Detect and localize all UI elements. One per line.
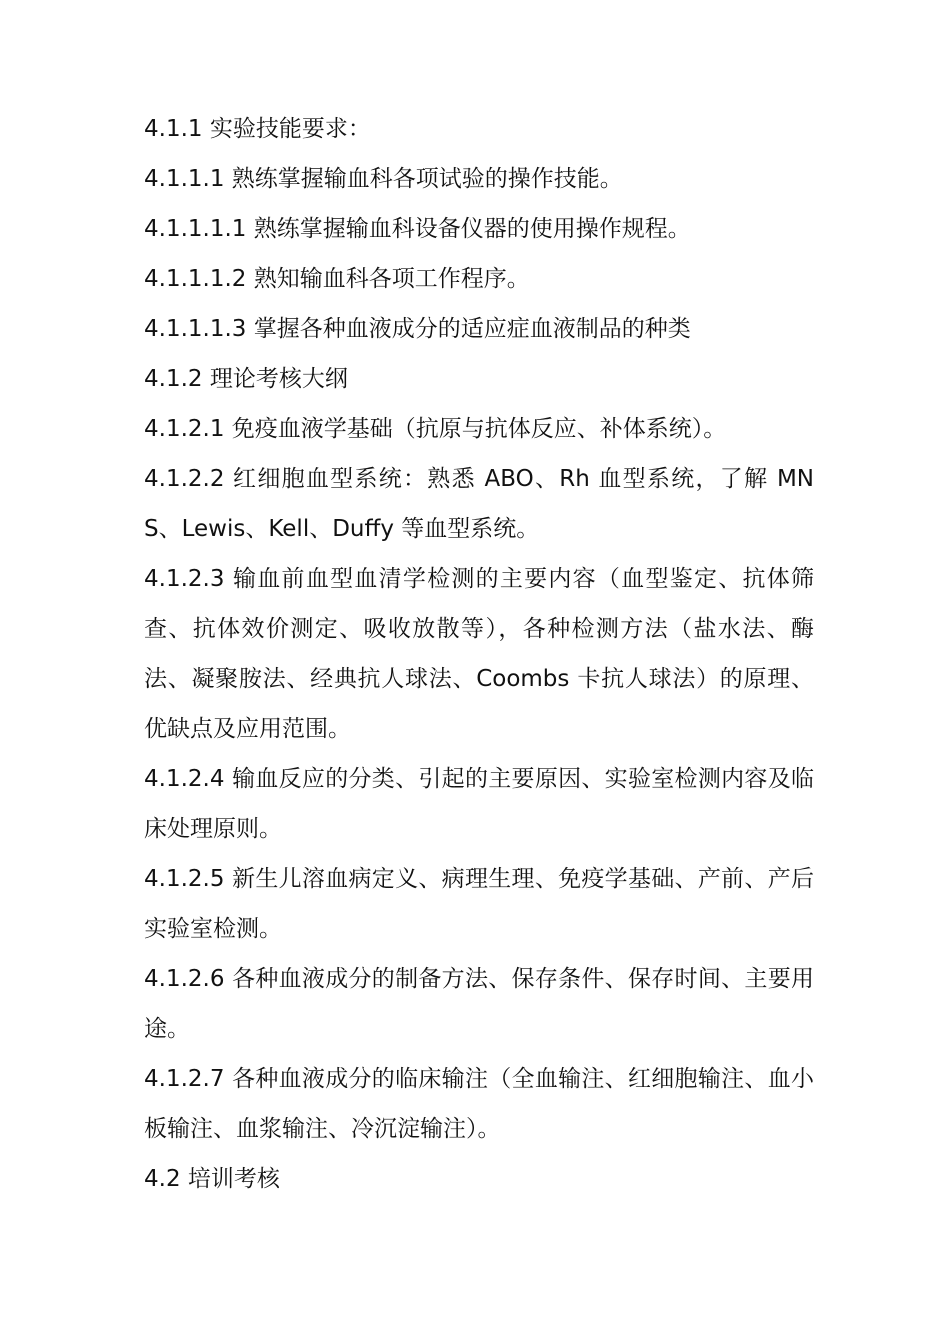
document-body — [144, 104, 814, 1204]
item-4-1-1-1-3: 4.1.1.1.3 掌握各种血液成分的适应症血液制品的种类 — [144, 316, 691, 342]
item-4-1-2-4: 4.1.2.4 输血反应的分类、引起的主要原因、实验室检测内容及临床处理原则。 — [144, 766, 814, 842]
item-4-1-1-1: 4.1.1.1 熟练掌握输血科各项试验的操作技能。 — [144, 166, 623, 192]
heading-4-1-1: 4.1.1 实验技能要求： — [144, 116, 371, 142]
item-4-1-2-3: 4.1.2.3 输血前血型血清学检测的主要内容（血型鉴定、抗体筛查、抗体效价测定、吸收放散等），各种检测方法（盐水法、酶法、凝聚胺法、经典抗人球法、Coombs 卡抗人球法）的原理、优缺点及应用范围。 — [144, 566, 814, 742]
item-4-1-2-5: 4.1.2.5 新生儿溶血病定义、病理生理、免疫学基础、产前、产后实验室检测。 — [144, 866, 814, 942]
heading-4-2: 4.2 培训考核 — [144, 1166, 280, 1192]
item-4-1-1-1-1: 4.1.1.1.1 熟练掌握输血科设备仪器的使用操作规程。 — [144, 216, 691, 242]
item-4-1-2-1: 4.1.2.1 免疫血液学基础（抗原与抗体反应、补体系统）。 — [144, 416, 727, 442]
item-4-1-2-2: 4.1.2.2 红细胞血型系统：熟悉 ABO、Rh 血型系统，了解 MNS、Lewis、Kell、Duffy 等血型系统。 — [144, 466, 814, 542]
item-4-1-1-1-2: 4.1.1.1.2 熟知输血科各项工作程序。 — [144, 266, 530, 292]
item-4-1-2-7: 4.1.2.7 各种血液成分的临床输注（全血输注、红细胞输注、血小板输注、血浆输注、冷沉淀输注）。 — [144, 1066, 814, 1142]
heading-4-1-2: 4.1.2 理论考核大纲 — [144, 366, 348, 392]
item-4-1-2-6: 4.1.2.6 各种血液成分的制备方法、保存条件、保存时间、主要用途。 — [144, 966, 814, 1042]
